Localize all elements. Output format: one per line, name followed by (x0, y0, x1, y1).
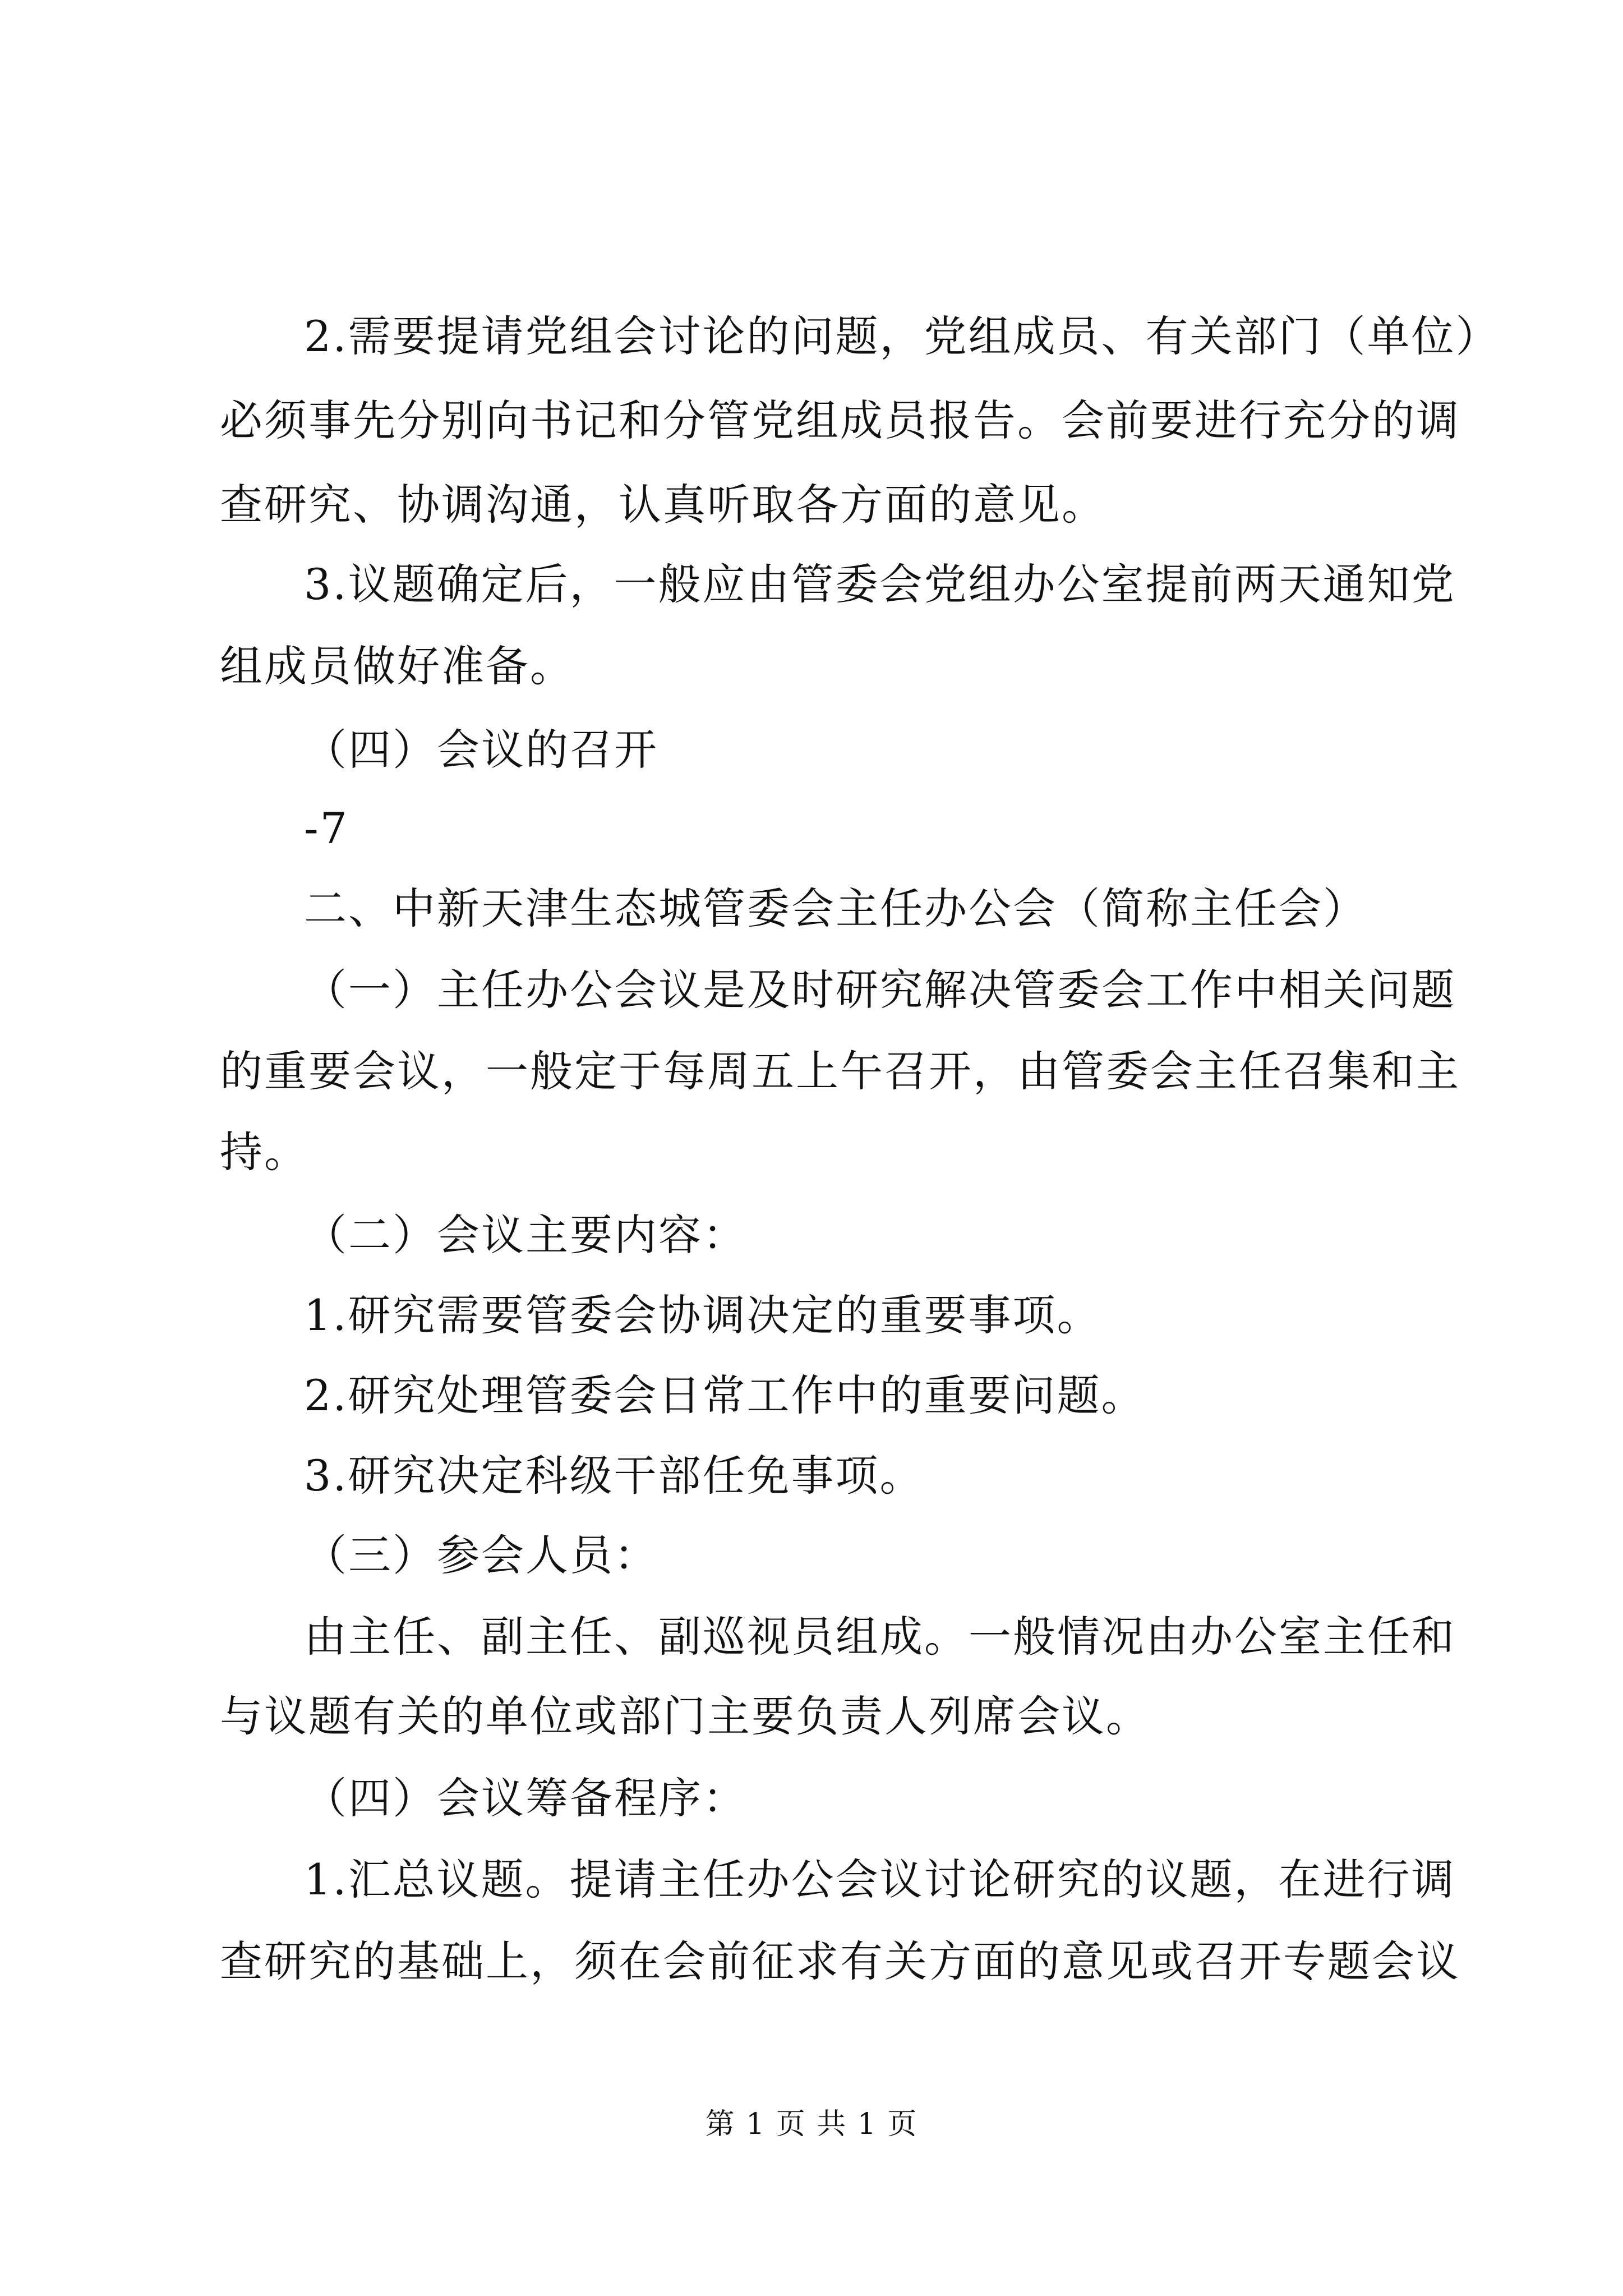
paragraph-line: 由主任、副主任、副巡视员组成。一般情况由办公室主任和 (304, 1612, 1456, 1662)
paragraph-line: 组成员做好准备。 (220, 641, 574, 691)
section-heading: 二、中新天津生态城管委会主任办公会（简称主任会） (304, 884, 1367, 933)
paragraph-line: （一）主任办公会议是及时研究解决管委会工作中相关问题 (304, 965, 1456, 1015)
section-heading: （四）会议筹备程序： (304, 1773, 747, 1823)
list-item: 2.研究处理管委会日常工作中的重要问题。 (304, 1370, 1146, 1420)
paragraph-line: 持。 (220, 1127, 308, 1177)
paragraph-line: 与议题有关的单位或部门主要负责人列席会议。 (220, 1691, 1150, 1741)
paragraph-line: 的重要会议，一般定于每周五上午召开，由管委会主任召集和主 (220, 1046, 1460, 1096)
section-heading: （三）参会人员： (304, 1530, 658, 1580)
list-item: 1.研究需要管委会协调决定的重要事项。 (304, 1290, 1101, 1340)
paragraph-line: 查研究的基础上，须在会前征求有关方面的意见或召开专题会议 (220, 1936, 1460, 1986)
paragraph-line: 1.汇总议题。提请主任办公会议讨论研究的议题，在进行调 (304, 1855, 1456, 1904)
section-heading: （二）会议主要内容： (304, 1210, 747, 1260)
section-heading: （四）会议的召开 (304, 725, 658, 775)
paragraph-line: 查研究、协调沟通，认真听取各方面的意见。 (220, 480, 1106, 530)
page-number-marker: -7 (304, 803, 349, 853)
paragraph-line: 3.议题确定后，一般应由管委会党组办公室提前两天通知党 (304, 559, 1456, 609)
paragraph-line: 2.需要提请党组会讨论的问题，党组成员、有关部门（单位） (304, 311, 1500, 361)
paragraph-line: 必须事先分别向书记和分管党组成员报告。会前要进行充分的调 (220, 395, 1460, 445)
page-footer: 第 1 页 共 1 页 (705, 2108, 918, 2141)
list-item: 3.研究决定科级干部任免事项。 (304, 1451, 924, 1501)
